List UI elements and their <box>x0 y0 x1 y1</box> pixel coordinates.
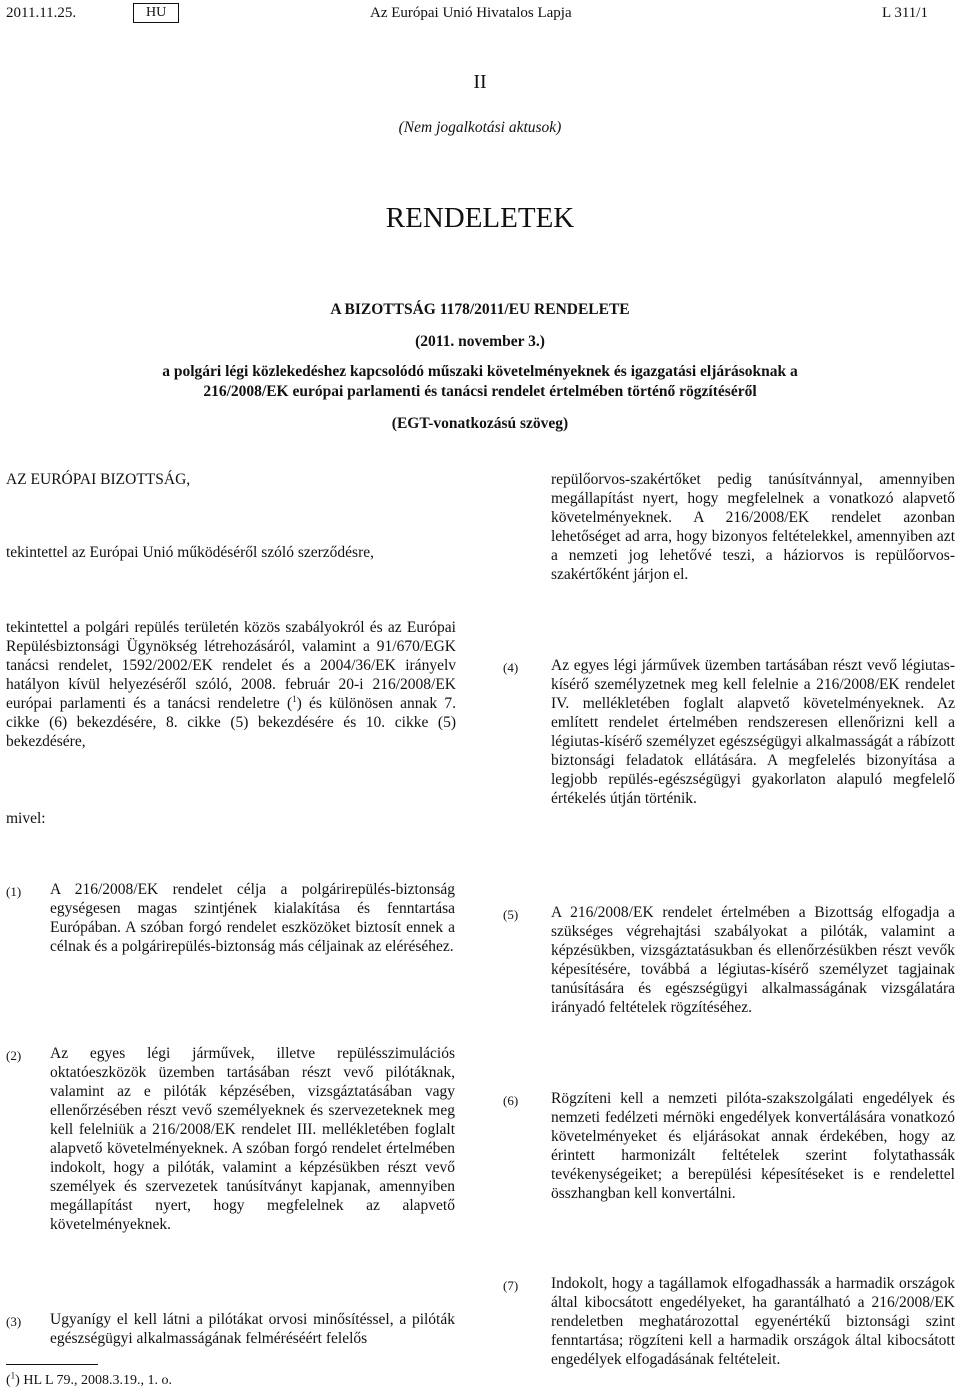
part-subtitle: (Nem jogalkotási aktusok) <box>398 119 562 136</box>
footnote-divider <box>6 1364 98 1365</box>
recital-text: Indokolt, hogy a tagállamok elfogadhassák a harmadik országok által kibocsátott engedélyeket, ha garantálható a 216/2008/EK rendeletben meghatározottal egyenértékű biztonsági szint fenntartása; rögzíteni kell a harmadik országok által kibocsátott engedélyek elfogadásának feltételeit. <box>551 1275 955 1368</box>
page-number: L 311/1 <box>882 5 928 21</box>
citation-treaty: tekintettel az Európai Unió működéséről szóló szerződésre, <box>6 544 374 561</box>
journal-title: Az Európai Unió Hivatalos Lapja <box>370 5 572 21</box>
recital-number: (1) <box>6 884 22 899</box>
recital-text: A 216/2008/EK rendelet értelmében a Bizottság elfogadja a szükséges végrehajtási szabályokat a pilóták, valamint a képzésükben, vizsgáztatásukban és ellenőrzésükben részt vevők képesítésére, továbbá a légiutas-kísérő személyzet tagjainak tanúsítására és egészségügyi alkalmasságának vizsgálatára irányadó feltételek rögzítéséhez. <box>551 904 955 1016</box>
recital-number: (6) <box>503 1093 519 1108</box>
recital-text-continued: repülőorvos-szakértőket pedig tanúsítvánnyal, amennyiben megállapítást nyert, hogy megfelelnek a vonatkozó alapvető követelményeknek. A 216/2008/EK rendelet azonban lehetőséget ad arra, hogy bizonyos feltételekkel, amennyiben azt a nemzeti jog lehetővé teszi, a háziorvos is repülőorvos-szakértőként járjon el. <box>551 471 955 583</box>
recital-number: (7) <box>503 1278 519 1293</box>
recital-text: Az egyes légi járművek, illetve repülésszimulációs oktatóeszközök üzemben tartásában részt vevő pilótáknak, valamint az e pilóták képzésében, vizsgáztatásában vagy ellenőrzésében részt vevő személyeknek és szervezeteknek meg kell felelniük a 216/2008/EK rendelet III. mellékletében foglalt alapvető követelményeknek. A szóban forgó rendelet értelmében indokolt, hogy a pilóták, valamint a képzésükben részt vevő személyek és szervezetek tanúsítványt kapjanak, amennyiben megállapítást nyert, hogy megfelelnek az alapvető követelményeknek. <box>50 1045 455 1233</box>
footnote: ($^1$) HL L 79., 2008.3.19., 1. o. <box>6 1370 173 1388</box>
recital-text: A 216/2008/EK rendelet célja a polgárirepülés-biztonság egységesen magas szintjének kialakítása és fenntartása Európában. A szóban forgó rendelet eszközöket biztosít ennek a célnak és a polgárirepülés-biztonság más céljainak az eléréséhez. <box>50 881 455 955</box>
footnote-ref: 1 <box>292 693 297 704</box>
recital-text: Ugyanígy el kell látni a pilótákat orvosi minősítéssel, a pilóták egészségügyi alkalmasságának felméréséért felelős <box>50 1311 455 1347</box>
recital-number: (5) <box>503 907 519 922</box>
eea-relevance: (EGT-vonatkozású szöveg) <box>391 415 569 432</box>
recital-number: (4) <box>503 660 519 675</box>
whereas-label: mivel: <box>6 810 46 827</box>
section-title: RENDELETEK <box>385 202 575 234</box>
regulation-title: A BIZOTTSÁG 1178/2011/EU RENDELETE <box>330 301 630 318</box>
citation-regulation: tekintettel a polgári repülés területén közös szabályokról és az Európai Repülésbiztonsági Ügynökség létrehozásáról, valamint a 91/670/EGK tanácsi rendelet, 1592/2002/EK rendelet és a 2004/36/EK irányelv hatályon kívül helyezéséről szóló, 2008. február 20-i 216/2008/EK európai parlamenti és a tanácsi rendeletre ($^1$) és különösen annak 7. cikke (6) bekezdésére, 8. cikke (5) bekezdésére és 10. cikke (5) bekezdésére, <box>6 619 456 750</box>
part-number: II <box>473 71 487 93</box>
recital-text: Rögzíteni kell a nemzeti pilóta-szakszolgálati engedélyek és nemzeti fedélzeti mérnöki engedélyek konvertálására vonatkozó követelményeket és eljárásokat annak érdekében, hogy az érintett harmonizált feltételek szerint folytathassák tevékenységeiket; a berepülési képesítéseket is e rendelettel összhangban kell konvertálni. <box>551 1090 955 1202</box>
recital-number: (3) <box>6 1314 22 1329</box>
footnote-text: HL L 79., 2008.3.19., 1. o. <box>23 1373 173 1388</box>
regulation-subject-line-1: a polgári légi közlekedéshez kapcsolódó műszaki követelményeknek és igazgatási eljárásoknak a <box>162 363 798 380</box>
recital-number: (2) <box>6 1048 22 1063</box>
language-badge: HU <box>133 3 179 23</box>
publication-date: 2011.11.25. <box>6 5 77 21</box>
footnote-number: 1 <box>10 1370 16 1381</box>
regulation-subject-line-2: 216/2008/EK európai parlamenti és tanácsi rendelet értelmében történő rögzítéséről <box>203 383 757 400</box>
preamble-intro: AZ EURÓPAI BIZOTTSÁG, <box>6 471 191 488</box>
regulation-date: (2011. november 3.) <box>415 333 545 350</box>
recital-text: Az egyes légi járművek üzemben tartásában részt vevő légiutas-kísérő személyzetnek meg kell felelnie a 216/2008/EK rendelet IV. mellékletében foglalt alapvető követelményeknek. Az említett rendelet értelmében rendszeresen ellenőrizni kell a légiutas-kísérő személyzet egészségügyi alkalmasságát a rábízott biztonsági feladatok ellátására. A megfelelés bizonyítása a legjobb repülés-egészségügyi gyakorlaton alapuló megfelelő értékelés útján történik. <box>551 657 955 807</box>
